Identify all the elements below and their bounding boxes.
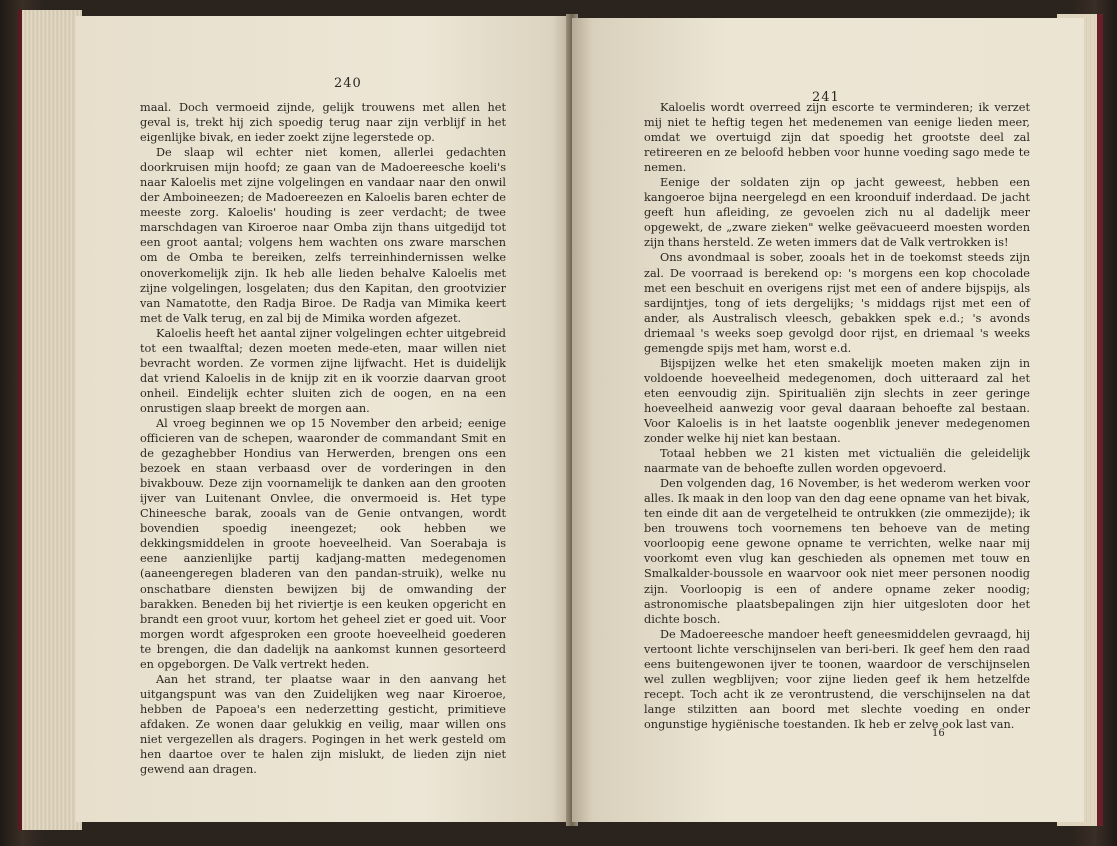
paragraph: De slaap wil echter niet komen, allerlei gedachten doorkruisen mijn hoofd; ze gaan van de Madoereesche koeli's naar Kaloelis met zijne volgelingen en vandaar naar den onwil der Amboineezen; de Madoereezen en Kaloelis baren echter de meeste zorg. Kaloelis' houding is zeer verdacht; de twee marschdagen van Kiroeroe naar Omba zijn thans uitgedijd tot een groot aantal; volgens hem wachten ons zware marschen om de Omba te bereiken, zelfs terreinhindernissen welke onoverkomelijk zijn. Ik heb alle lieden behalve Kaloelis met zijne volgelingen, losgelaten; dus den Kapitan, den grootvizier van Namatotte, den Radja Biroe. De Radja van Mimika keert met de Valk terug, en zal bij de Mimika worden afgezet. xyxy=(140,146,506,325)
right-page xyxy=(572,18,1084,822)
page-number-right: 241 xyxy=(812,90,840,105)
paragraph: De Madoereesche mandoer heeft geneesmiddelen gevraagd, hij vertoont lichte verschijnselen van beri-beri. Ik geef hem den raad eens buitengewonen ijver te toonen, waardoor de verschijnselen wel zullen wegblijven; voor zijne lieden geef ik hem hetzelfde recept. Toch acht ik ze verontrustend, die verschijnselen na dat lange stilzitten aan boord met slechte voeding en onder ongunstige hygiënische toestanden. Ik heb er zelve ook last van. xyxy=(644,627,1030,731)
signature-mark: 16 xyxy=(932,728,945,739)
page-number-left: 240 xyxy=(334,76,362,91)
paragraph: Ons avondmaal is sober, zooals het in de toekomst steeds zijn zal. De voorraad is berekend op: 's morgens een kop chocolade met een beschuit en overigens rijst met een of andere bijspijs, als sardijntjes, tong of iets dergelijks; 's middags rijst met een of ander, als Australisch vleesch, gebakken spek e.d.; 's avonds driemaal 's weeks soep gevolgd door rijst, en driemaal 's weeks gemengde spijs met ham, worst e.d. xyxy=(644,251,1030,355)
paragraph: Bijspijzen welke het eten smakelijk moeten maken zijn in voldoende hoeveelheid medegenomen, doch uitteraard zal het eten eenvoudig zijn. Spiritualiën zijn slechts in zeer geringe hoeveelheid aanwezig voor geval daaraan behoefte zal bestaan. Voor Kaloelis is in het laatste oogenblik jenever medegenomen zonder welke hij niet kan bestaan. xyxy=(644,356,1030,446)
paragraph: Totaal hebben we 21 kisten met victualiën die geleidelijk naarmate van de behoefte zullen worden opgevoerd. xyxy=(644,447,1030,476)
paragraph: Kaloelis wordt overreed zijn escorte te verminderen; ik verzet mij niet te heftig tegen het medenemen van eenige lieden meer, omdat we overtuigd zijn dat spoedig het grootste deel zal retireeren en ze beloofd hebben voor hunne voeding sago mede te nemen. xyxy=(644,101,1030,175)
paragraph: Al vroeg beginnen we op 15 November den arbeid; eenige officieren van de schepen, waaronder de commandant Smit en de gezaghebber Hondius van Herwerden, brengen ons een bezoek en staan verbaasd over de vorderingen in den bivakbouw. Deze zijn voornamelijk te danken aan den grooten ijver van Luitenant Onvlee, die onvermoeid is. Het type Chineesche barak, zooals van de Genie ontvangen, wordt bovendien spoedig ineengezet; ook hebben we dekkingsmiddelen in groote hoeveelheid. Van Soerabaja is eene aanzienlijke partij kadjang-matten medegenomen (aaneengeregen bladeren van den pandan-struik), welke nu onschatbare diensten bewijzen bij de omwanding der barakken. Beneden bij het riviertje is een keuken opgericht en brandt een groot vuur, kortom het geheel ziet er goed uit. Voor morgen wordt afgesproken een groote hoeveelheid goederen te brengen, die dan dadelijk na aankomst kunnen gesorteerd en opgeborgen. De Valk vertrekt heden. xyxy=(140,416,506,671)
left-page-text xyxy=(140,100,506,777)
paragraph: maal. Doch vermoeid zijnde, gelijk trouwens met allen het geval is, trekt hij zich spoedig terug naar zijn verblijf in het eigenlijke bivak, en ieder zoekt zijne legerstede op. xyxy=(140,101,506,145)
paragraph: Kaloelis heeft het aantal zijner volgelingen echter uitgebreid tot een twaalftal; dezen moeten mede-eten, maar willen niet bevracht worden. Ze vormen zijne lijfwacht. Het is duidelijk dat vriend Kaloelis in de knijp zit en ik voorzie daarvan groot onheil. Eindelijk echter sluiten zich de oogen, en na een onrustigen slaap breekt de morgen aan. xyxy=(140,326,506,415)
paragraph: Den volgenden dag, 16 November, is het wederom werken voor alles. Ik maak in den loop van den dag eene opname van het bivak, ten einde dit aan de vergetelheid te ontrukken (zie ommezijde); ik ben trouwens toch voornemens ten behoeve van de meting voorloopig eene gewone opname te verrichten, welke naar mij voorkomt even vlug kan geschieden als opnemen met touw en Smalkalder-boussole en waarvoor ook niet meer personen noodig zijn. Voorloopig is een of andere opname zeker noodig; astronomische plaatsbepalingen zijn hier uitgesloten door het dichte bosch. xyxy=(644,477,1030,626)
right-page-text xyxy=(644,100,1030,732)
book-edge-left xyxy=(18,10,82,830)
left-page xyxy=(76,16,572,822)
paragraph: Eenige der soldaten zijn op jacht geweest, hebben een kangoeroe bijna neergelegd en een kroonduif inderdaad. De jacht geeft hun afleiding, ze gevoelen zich nu al dadelijk meer opgewekt, de „zware zieken" welke geëvacueerd moesten worden zijn thans hersteld. Ze weten immers dat de Valk vertrokken is! xyxy=(644,176,1030,250)
paragraph: Aan het strand, ter plaatse waar in den aanvang het uitgangspunt was van den Zuidelijken weg naar Kiroeroe, hebben de Papoea's een nederzetting gesticht, primitieve afdaken. Ze wonen daar gelukkig en veilig, maar willen ons niet vergezellen als dragers. Pogingen in het werk gesteld om hen daartoe over te halen zijn mislukt, de lieden zijn niet gewend aan dragen. xyxy=(140,672,506,777)
